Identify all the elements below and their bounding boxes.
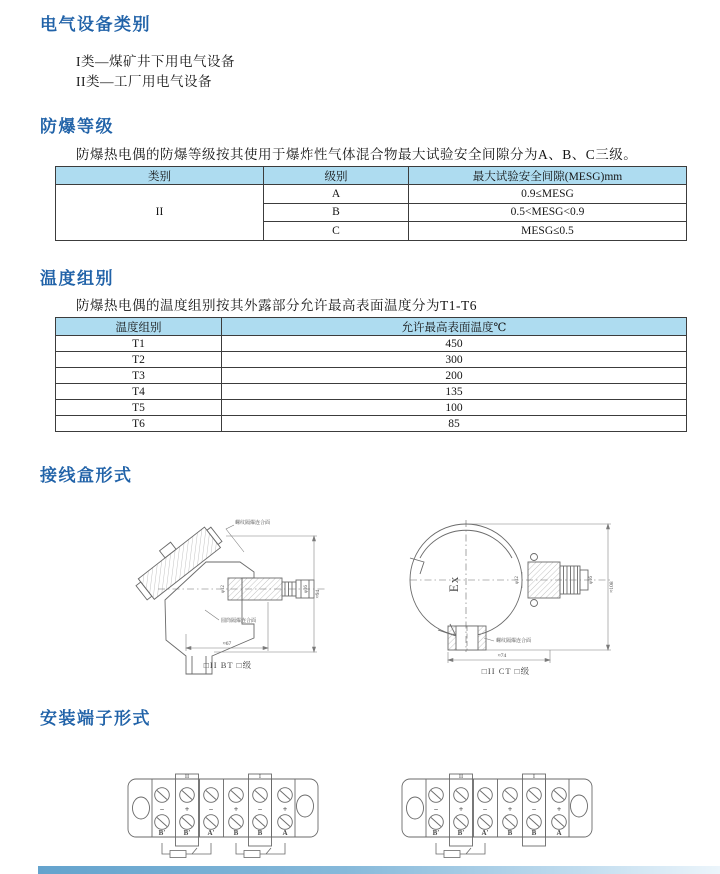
bt-dim-width: ≈67 bbox=[222, 641, 232, 647]
terminal-label: B′ bbox=[457, 829, 465, 837]
cell-group: T4 bbox=[56, 384, 222, 400]
terminal-body bbox=[128, 774, 318, 846]
ct-dia-large: φ16 bbox=[589, 576, 594, 584]
temperature-group-table bbox=[55, 317, 687, 432]
group-label-II: II bbox=[184, 773, 190, 780]
equipment-class-1-text: I类—煤矿井下用电气设备 bbox=[76, 54, 235, 69]
terminal-label: B bbox=[233, 829, 239, 837]
cell-category: II bbox=[56, 185, 264, 241]
temperature-group-intro: 防爆热电偶的温度组别按其外露部分允许最高表面温度分为T1-T6 bbox=[76, 298, 477, 313]
footer-accent-bar bbox=[38, 866, 720, 874]
polarity-sign: − bbox=[433, 805, 439, 814]
terminal-label: B bbox=[257, 829, 263, 837]
terminal-label: B bbox=[531, 829, 537, 837]
polarity-sign: − bbox=[531, 805, 537, 814]
group-label-II: II bbox=[458, 773, 464, 780]
cell-temp: 135 bbox=[222, 384, 687, 400]
polarity-sign: + bbox=[556, 805, 562, 814]
col-header-max-temp: 允许最高表面温度℃ bbox=[222, 318, 687, 336]
cell-group: T3 bbox=[56, 368, 222, 384]
cell-group: T2 bbox=[56, 352, 222, 368]
col-header-category: 类别 bbox=[56, 167, 264, 185]
section-title-explosion-grade: 防爆等级 bbox=[40, 117, 114, 136]
ct-caption: □II CT □级 bbox=[481, 666, 531, 676]
group-label-I: I bbox=[258, 773, 262, 780]
polarity-sign: + bbox=[184, 805, 190, 814]
explosion-grade-intro: 防爆热电偶的防爆等级按其使用于爆炸性气体混合物最大试验安全间隙分为A、B、C三级。 bbox=[76, 147, 638, 162]
cell-grade: C bbox=[264, 222, 409, 241]
terminal-block-left-drawing bbox=[118, 766, 328, 866]
equipment-class-2-text: II类—工厂用电气设备 bbox=[76, 74, 212, 89]
cell-grade: A bbox=[264, 185, 409, 204]
bt-dim-height: ≈94 bbox=[315, 589, 321, 599]
compensation-jumper bbox=[436, 843, 485, 858]
table-row bbox=[56, 352, 687, 368]
terminal-label: A bbox=[556, 829, 562, 837]
polarity-sign: − bbox=[257, 805, 263, 814]
table-header-row bbox=[56, 318, 687, 336]
terminal-label: A′ bbox=[481, 829, 489, 837]
table-header-row bbox=[56, 167, 687, 185]
terminal-label: A bbox=[282, 829, 288, 837]
bt-caption: □II BT □级 bbox=[203, 660, 253, 670]
polarity-sign: + bbox=[233, 805, 239, 814]
terminal-label: B′ bbox=[158, 829, 166, 837]
cell-temp: 85 bbox=[222, 416, 687, 432]
section-title-temperature-group: 温度组别 bbox=[40, 269, 114, 288]
table-row bbox=[56, 384, 687, 400]
table-row bbox=[56, 336, 687, 352]
polarity-sign: − bbox=[482, 805, 488, 814]
cell-group: T1 bbox=[56, 336, 222, 352]
cell-temp: 100 bbox=[222, 400, 687, 416]
bt-label-cylindrical-joint: 圆筒隔爆连合面 bbox=[221, 619, 257, 624]
compensation-jumpers bbox=[162, 843, 285, 858]
polarity-sign: + bbox=[507, 805, 513, 814]
table-row bbox=[56, 400, 687, 416]
ct-dim-height: ≈108 bbox=[609, 581, 615, 593]
ct-dim-width: ≈74 bbox=[497, 653, 507, 659]
terminal-body bbox=[402, 774, 592, 846]
cell-group: T5 bbox=[56, 400, 222, 416]
section-title-equipment-category: 电气设备类别 bbox=[40, 15, 151, 34]
cell-group: T6 bbox=[56, 416, 222, 432]
cell-temp: 200 bbox=[222, 368, 687, 384]
polarity-sign: + bbox=[458, 805, 464, 814]
polarity-sign: − bbox=[208, 805, 214, 814]
cell-mesg: 0.9≤MESG bbox=[409, 185, 687, 204]
col-header-grade: 级别 bbox=[264, 167, 409, 185]
section-title-junction-box: 接线盒形式 bbox=[40, 466, 133, 485]
cell-temp: 300 bbox=[222, 352, 687, 368]
terminal-block-right-drawing bbox=[392, 766, 602, 866]
table-row bbox=[56, 368, 687, 384]
ct-head-outline bbox=[410, 520, 612, 652]
terminal-label: B bbox=[507, 829, 513, 837]
section-title-terminal-form: 安装端子形式 bbox=[40, 709, 151, 728]
cell-mesg: 0.5<MESG<0.9 bbox=[409, 203, 687, 222]
ct-ex-marking: Ex bbox=[446, 575, 461, 593]
col-header-temp-group: 温度组别 bbox=[56, 318, 222, 336]
cell-grade: B bbox=[264, 203, 409, 222]
terminal-label: A′ bbox=[207, 829, 215, 837]
col-header-mesg: 最大试验安全间隙(MESG)mm bbox=[409, 167, 687, 185]
cell-temp: 450 bbox=[222, 336, 687, 352]
terminal-label: B′ bbox=[432, 829, 440, 837]
table-row bbox=[56, 185, 687, 204]
polarity-sign: + bbox=[282, 805, 288, 814]
bt-dia-small: φ12 bbox=[221, 585, 226, 593]
terminal-label: B′ bbox=[183, 829, 191, 837]
ct-label-threaded-joint: 螺纹隔爆连合面 bbox=[496, 639, 532, 644]
group-label-I: I bbox=[532, 773, 536, 780]
bt-head-outline bbox=[128, 517, 326, 674]
ct-dia-small: φ12 bbox=[515, 576, 520, 584]
cell-mesg: MESG≤0.5 bbox=[409, 222, 687, 241]
bt-dia-large: φ16 bbox=[304, 585, 309, 593]
junction-box-ct-drawing bbox=[398, 502, 628, 702]
polarity-sign: − bbox=[159, 805, 165, 814]
explosion-grade-table bbox=[55, 166, 687, 241]
junction-box-bt-drawing bbox=[108, 502, 338, 702]
table-row bbox=[56, 416, 687, 432]
bt-label-threaded-joint: 螺纹隔爆连合面 bbox=[235, 521, 271, 526]
